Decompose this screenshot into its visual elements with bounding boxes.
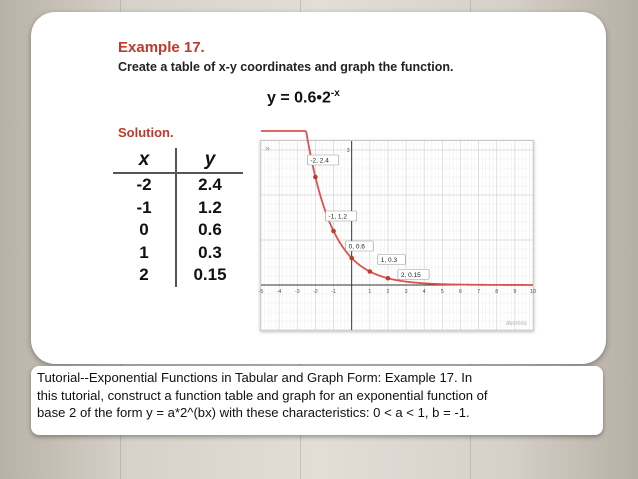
table-row	[113, 264, 243, 287]
table-row	[113, 173, 243, 197]
x-tick-label: -4	[276, 289, 282, 295]
x-tick-label: 8	[495, 289, 499, 295]
x-tick-label: -1	[331, 289, 336, 295]
point-label: -1, 1.2	[328, 213, 347, 221]
table-cell-x: -2	[113, 173, 176, 197]
data-point	[313, 175, 318, 180]
xy-table	[113, 148, 243, 287]
example-instruction: Create a table of x-y coordinates and graph the function.	[118, 60, 454, 74]
table-cell-x: 1	[113, 242, 176, 265]
table-cell-x: 2	[113, 264, 176, 287]
x-tick-label: 4	[422, 289, 426, 295]
x-tick-label: 10	[529, 289, 537, 295]
caption-box	[31, 366, 603, 435]
table-row	[113, 219, 243, 242]
data-point	[386, 276, 391, 281]
x-tick-label: 7	[477, 289, 481, 295]
expand-icon[interactable]: »	[265, 143, 271, 153]
x-tick-label: -2	[312, 289, 318, 295]
table-cell-y: 0.6	[198, 220, 222, 240]
x-tick-label: 1	[368, 289, 372, 295]
function-equation	[267, 88, 340, 107]
desmos-watermark: desmos	[505, 321, 527, 327]
function-graph	[258, 141, 537, 330]
data-point	[368, 269, 373, 274]
table-header-y: y	[176, 148, 243, 173]
x-tick-label: 9	[513, 289, 517, 295]
data-point	[331, 229, 336, 234]
table-header-x: x	[113, 148, 176, 173]
table-cell-y: 2.4	[198, 175, 222, 195]
x-tick-label: 2	[386, 289, 390, 295]
caption-line-2: this tutorial, construct a function table and graph for an exponential function of	[37, 387, 488, 403]
point-label: 2, 0.15	[400, 271, 421, 279]
y-tick-label: 3	[346, 148, 350, 154]
caption-line-1: Tutorial--Exponential Functions in Tabular and Graph Form: Example 17. In	[37, 370, 473, 385]
equation-base: y = 0.6•2	[267, 89, 331, 107]
point-label: 1, 0.3	[380, 257, 398, 264]
x-tick-label: 6	[458, 289, 462, 295]
equation-exponent: -x	[330, 88, 340, 99]
x-tick-label: 5	[440, 289, 444, 295]
point-label: -2, 2.4	[310, 157, 329, 165]
data-point	[349, 256, 354, 261]
slide-card	[31, 12, 606, 364]
table-header-row	[113, 148, 243, 173]
point-label: 0, 0.6	[348, 243, 365, 251]
table-cell-x: 0	[113, 219, 176, 242]
caption-line-3: base 2 of the form y = a*2^(bx) with these characteristics: 0 < a < 1, b = -1.	[37, 405, 470, 420]
x-tick-label: -5	[258, 289, 264, 295]
table-cell-y: 1.2	[198, 197, 222, 217]
solution-label: Solution.	[118, 125, 174, 140]
x-tick-label: -3	[294, 289, 300, 295]
table-cell-x: -1	[113, 197, 176, 220]
table-row	[113, 197, 243, 220]
table-cell-y: 0.3	[198, 242, 222, 262]
example-title: Example 17.	[118, 39, 205, 56]
table-cell-y: 0.15	[193, 265, 227, 285]
x-tick-label: 3	[404, 289, 408, 295]
graph-panel	[258, 140, 537, 331]
table-row	[113, 242, 243, 265]
